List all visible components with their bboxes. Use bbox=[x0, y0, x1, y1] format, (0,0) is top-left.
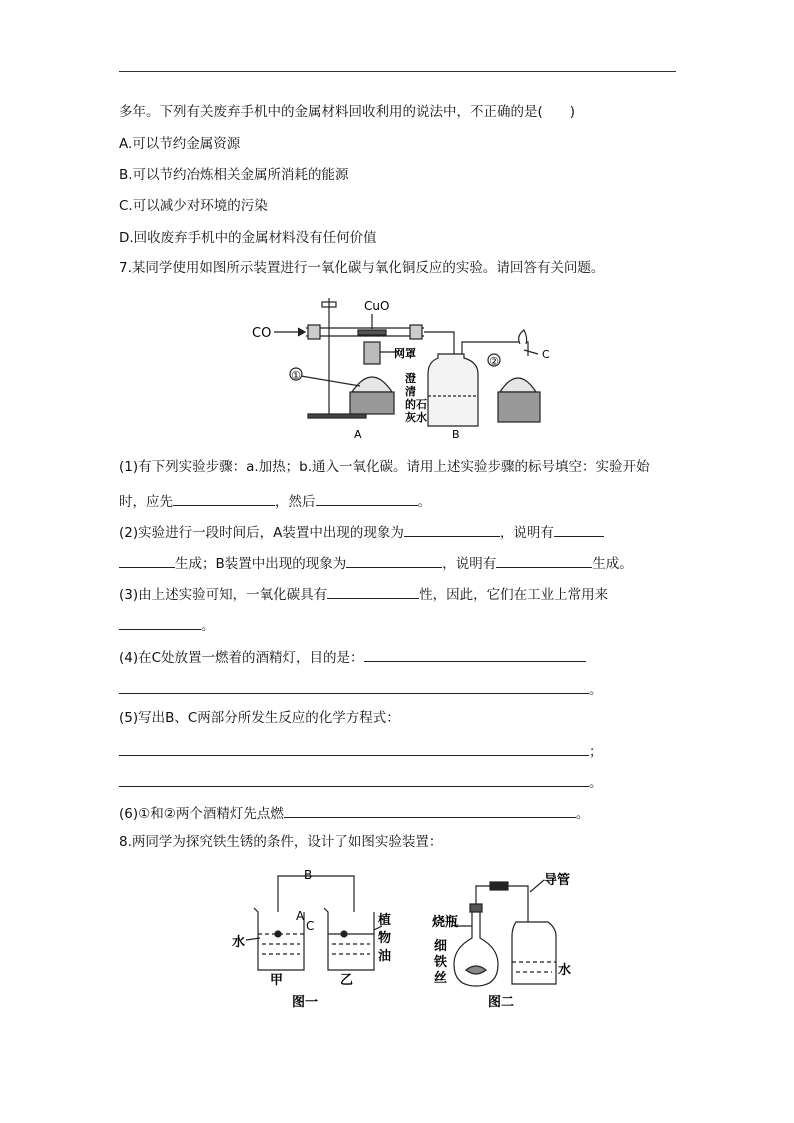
label-a: A bbox=[296, 909, 305, 923]
question-6-stem: 多年。下列有关废弃手机中的金属材料回收利用的说法中，不正确的是( ) bbox=[119, 104, 576, 120]
oil-label-1: 植 bbox=[378, 913, 392, 928]
limewater-label-2: 清 bbox=[405, 385, 416, 398]
oil-label-2: 物 bbox=[378, 931, 392, 946]
lamp-2-body bbox=[500, 378, 536, 392]
wire-label-2: 铁 bbox=[434, 955, 448, 970]
lamp-2-block bbox=[498, 392, 540, 422]
lamp-1-body bbox=[352, 377, 392, 392]
yi-label: 乙 bbox=[340, 973, 354, 988]
answer-blank[interactable] bbox=[316, 490, 418, 506]
answer-blank[interactable] bbox=[119, 678, 589, 694]
option-c: C.可以减少对环境的污染 bbox=[119, 198, 268, 214]
wire-label-3: 丝 bbox=[434, 971, 448, 986]
answer-blank[interactable] bbox=[119, 771, 589, 787]
q7-part1-line1: (1)有下列实验步骤：a.加热；b.通入一氧化碳。请用上述实验步骤的标号填空：实验开始 bbox=[119, 459, 650, 475]
flask-stopper bbox=[470, 904, 482, 912]
q7-part6: (6)①和②两个酒精灯先点燃 。 bbox=[119, 802, 589, 823]
figure-1-caption: 图一 bbox=[292, 995, 319, 1010]
co-cuo-apparatus-figure bbox=[248, 292, 568, 444]
iron-nail-a bbox=[275, 931, 281, 937]
option-d: D.回收废弃手机中的金属材料没有任何价值 bbox=[119, 230, 377, 246]
apparatus-b-label: B bbox=[452, 428, 460, 441]
delivery-tube bbox=[476, 886, 528, 922]
iron-nail-c bbox=[341, 931, 347, 937]
apparatus-c-label: C bbox=[542, 348, 550, 361]
connecting-wire bbox=[278, 876, 354, 912]
answer-blank[interactable] bbox=[346, 552, 442, 568]
q7-part5-line3: 。 bbox=[119, 771, 603, 792]
iron-rust-figure-2 bbox=[432, 866, 578, 1012]
lamp-2-label: ② bbox=[489, 355, 499, 368]
stopper-right bbox=[410, 325, 422, 339]
question-7-stem: 7.某同学使用如图所示装置进行一氧化碳与氧化铜反应的实验。请回答有关问题。 bbox=[119, 260, 605, 276]
lamp-1-label: ① bbox=[291, 369, 301, 382]
q7-part4-line2: 。 bbox=[119, 678, 603, 699]
q7-part3-line2: 。 bbox=[119, 614, 215, 635]
label-b: B bbox=[304, 868, 313, 882]
q7-part2-line2: 生成；B装置中出现的现象为 ，说明有 生成。 bbox=[119, 552, 633, 573]
answer-blank[interactable] bbox=[364, 646, 586, 662]
option-a: A.可以节约金属资源 bbox=[119, 136, 241, 152]
answer-blank[interactable] bbox=[119, 614, 201, 630]
wire-mesh bbox=[364, 342, 380, 364]
q7-part2-line1: (2)实验进行一段时间后，A装置中出现的现象为 ，说明有 bbox=[119, 521, 604, 542]
beaker-yi bbox=[324, 908, 374, 970]
cuo-powder bbox=[358, 330, 386, 335]
co-label: CO bbox=[252, 326, 272, 341]
mesh-label: 网罩 bbox=[394, 347, 416, 360]
lamp-1-block bbox=[350, 392, 394, 414]
limewater-label-1: 澄 bbox=[405, 372, 416, 385]
bottle-b bbox=[428, 354, 478, 426]
answer-blank[interactable] bbox=[119, 740, 589, 756]
q7-part5-line2: ； bbox=[119, 740, 603, 761]
flask bbox=[454, 912, 498, 986]
iron-wire bbox=[466, 966, 486, 974]
label-c: C bbox=[306, 919, 315, 933]
answer-blank[interactable] bbox=[327, 583, 419, 599]
answer-blank[interactable] bbox=[404, 521, 500, 537]
cuo-label: CuO bbox=[364, 299, 390, 313]
answer-blank[interactable] bbox=[284, 802, 576, 818]
tube-label: 导管 bbox=[544, 873, 571, 888]
stopper-left bbox=[308, 325, 320, 339]
q7-part1-line2: 时，应先 ，然后 。 bbox=[119, 490, 431, 511]
rubber-connector bbox=[490, 882, 508, 890]
answer-blank[interactable] bbox=[496, 552, 592, 568]
jia-label: 甲 bbox=[270, 973, 284, 988]
lamp-1-pointer bbox=[301, 376, 360, 386]
wire-label-1: 细 bbox=[434, 939, 448, 954]
water-label: 水 bbox=[232, 935, 246, 950]
stand-base bbox=[308, 414, 366, 418]
question-8-stem: 8.两同学为探究铁生锈的条件，设计了如图实验装置： bbox=[119, 834, 443, 850]
limewater-label-4: 灰水 bbox=[405, 411, 427, 424]
oil-label-3: 油 bbox=[378, 949, 392, 964]
option-b: B.可以节约冶炼相关金属所消耗的能源 bbox=[119, 167, 349, 183]
header-rule bbox=[119, 71, 676, 72]
water-bottle bbox=[512, 922, 556, 984]
flame-c bbox=[519, 330, 527, 344]
limewater-label-3: 的石 bbox=[405, 398, 427, 411]
apparatus-a-label: A bbox=[354, 428, 362, 441]
q7-part3-line1: (3)由上述实验可知，一氧化碳具有 性，因此，它们在工业上常用来 bbox=[119, 583, 608, 604]
iron-rust-figure-1 bbox=[232, 866, 392, 1012]
answer-blank[interactable] bbox=[173, 490, 275, 506]
flask-label: 烧瓶 bbox=[432, 915, 459, 930]
q7-part4-line1: (4)在C处放置一燃着的酒精灯，目的是： bbox=[119, 646, 586, 667]
water-label-2: 水 bbox=[558, 963, 572, 978]
figure-2-caption: 图二 bbox=[488, 995, 515, 1010]
answer-blank[interactable] bbox=[554, 521, 604, 537]
q7-part5-stem: (5)写出B、C两部分所发生反应的化学方程式： bbox=[119, 710, 400, 726]
answer-blank[interactable] bbox=[119, 552, 175, 568]
